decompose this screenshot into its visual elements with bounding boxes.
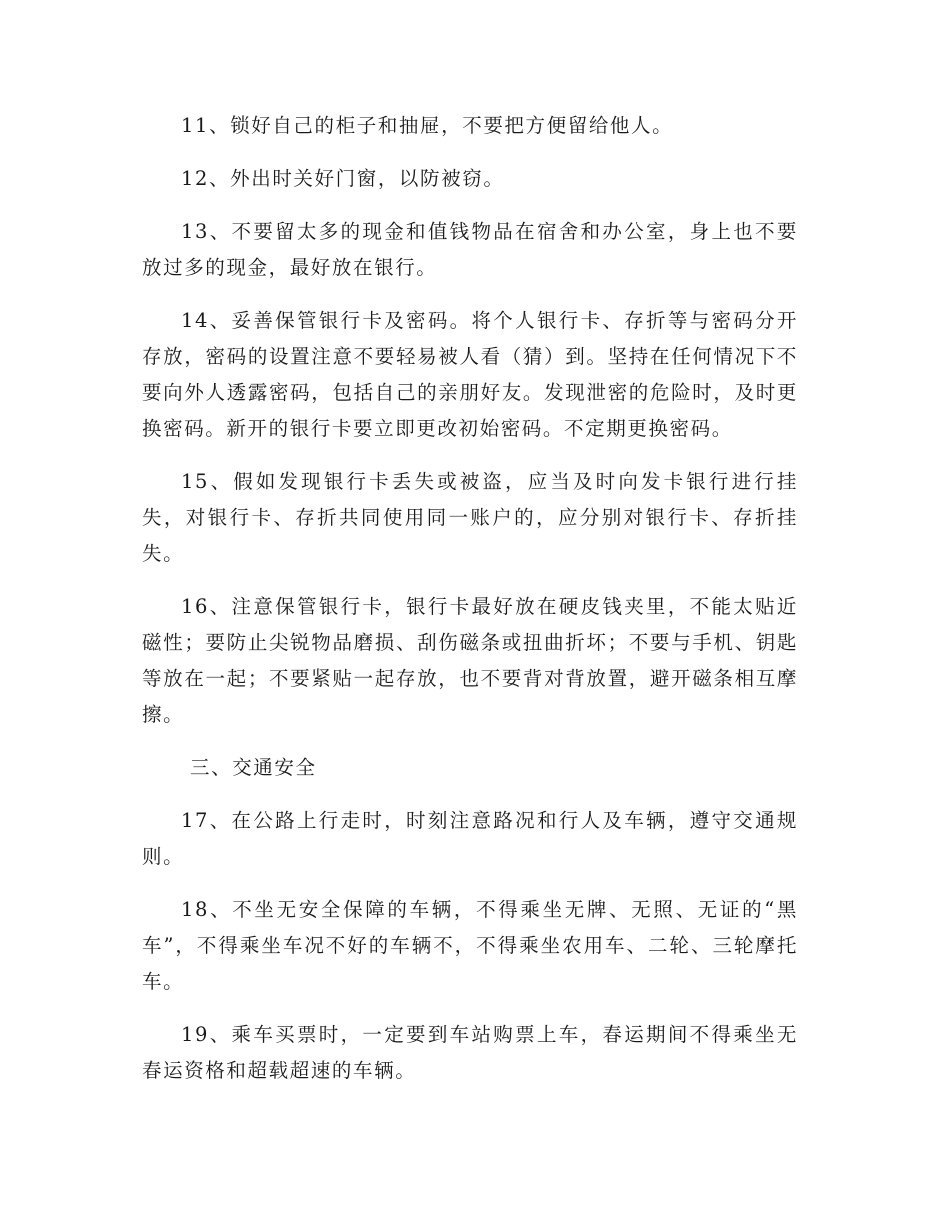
document-body bbox=[142, 108, 798, 1106]
paragraph-18: 18、不坐无安全保障的车辆，不得乘坐无牌、无照、无证的“黑车”，不得乘坐车况不好的车辆不，不得乘坐农用车、二轮、三轮摩托车。 bbox=[142, 898, 798, 993]
paragraph-17: 17、在公路上行走时，时刻注意路况和行人及车辆，遵守交通规则。 bbox=[142, 809, 798, 868]
paragraph-15: 15、假如发现银行卡丢失或被盗，应当及时向发卡银行进行挂失，对银行卡、存折共同使用同一账户的，应分别对银行卡、存折挂失。 bbox=[142, 470, 798, 565]
paragraph-14: 14、妥善保管银行卡及密码。将个人银行卡、存折等与密码分开存放，密码的设置注意不要轻易被人看（猜）到。坚持在任何情况下不要向外人透露密码，包括自己的亲朋好友。发现泄密的危险时，及时更换密码。新开的银行卡要立即更改初始密码。不定期更换密码。 bbox=[142, 309, 798, 440]
paragraph-11: 11、锁好自己的柜子和抽屉，不要把方便留给他人。 bbox=[181, 114, 674, 137]
paragraph-12: 12、外出时关好门窗，以防被窃。 bbox=[181, 167, 505, 190]
paragraph-13: 13、不要留太多的现金和值钱物品在宿舍和办公室，身上也不要放过多的现金，最好放在银行。 bbox=[142, 220, 798, 279]
paragraph-16: 16、注意保管银行卡，银行卡最好放在硬皮钱夹里，不能太贴近磁性；要防止尖锐物品磨损、刮伤磁条或扭曲折坏；不要与手机、钥匙等放在一起；不要紧贴一起存放，也不要背对背放置，避开磁条相互摩擦。 bbox=[142, 595, 798, 726]
section-heading-traffic-safety: 三、交通安全 bbox=[190, 756, 317, 779]
paragraph-19: 19、乘车买票时，一定要到车站购票上车，春运期间不得乘坐无春运资格和超载超速的车辆。 bbox=[142, 1023, 798, 1082]
